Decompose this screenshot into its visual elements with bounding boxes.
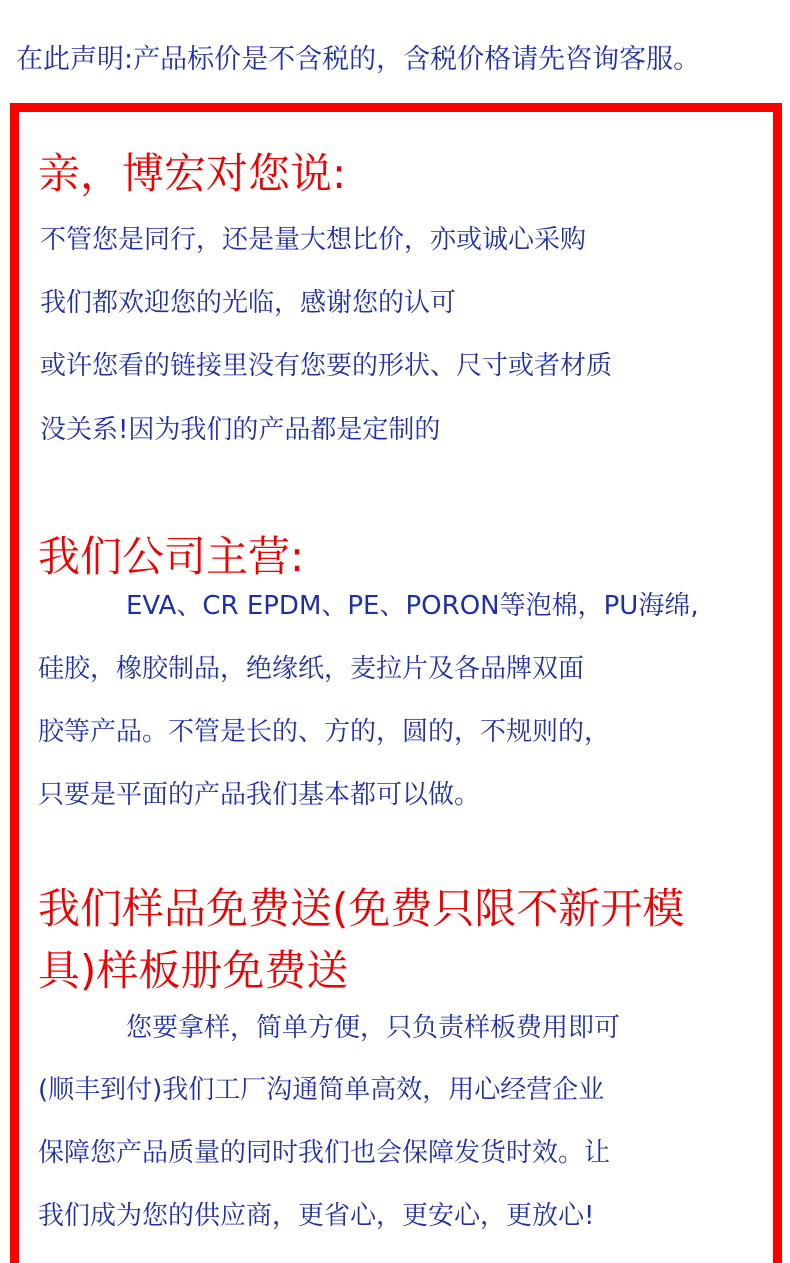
- section3-line: 您要拿样，简单方便，只负责样板费用即可: [126, 1013, 621, 1043]
- price-notice: 在此声明:产品标价是不含税的，含税价格请先咨询客服。: [16, 44, 701, 75]
- section3-line: (顺丰到付)我们工厂沟通简单高效，用心经营企业: [38, 1075, 605, 1105]
- section1-line: 我们都欢迎您的光临，感谢您的认可: [40, 288, 457, 318]
- section1-line: 没关系!因为我们的产品都是定制的: [40, 415, 441, 445]
- section3-heading-line2: 具)样板册免费送: [38, 946, 349, 995]
- section3-line: 我们成为您的供应商，更省心，更安心，更放心!: [38, 1201, 595, 1231]
- section2-line: EVA、CR EPDM、PE、PORON等泡棉，PU海绵,: [126, 591, 699, 621]
- section1-line: 不管您是同行，还是量大想比价，亦或诚心采购: [40, 225, 587, 255]
- section3-line: 保障您产品质量的同时我们也会保障发货时效。让: [38, 1138, 611, 1168]
- section2-line: 胶等产品。不管是长的、方的，圆的，不规则的，: [38, 717, 611, 747]
- section2-heading: 我们公司主营:: [38, 532, 305, 581]
- section3-heading-line1: 我们样品免费送(免费只限不新开模: [38, 884, 685, 933]
- section2-line: 只要是平面的产品我们基本都可以做。: [38, 780, 481, 810]
- section2-line: 硅胶，橡胶制品，绝缘纸，麦拉片及各品牌双面: [38, 654, 585, 684]
- section1-heading: 亲，博宏对您说:: [38, 149, 347, 198]
- content-frame: [10, 103, 782, 1263]
- section1-line: 或许您看的链接里没有您要的形状、尺寸或者材质: [40, 351, 613, 381]
